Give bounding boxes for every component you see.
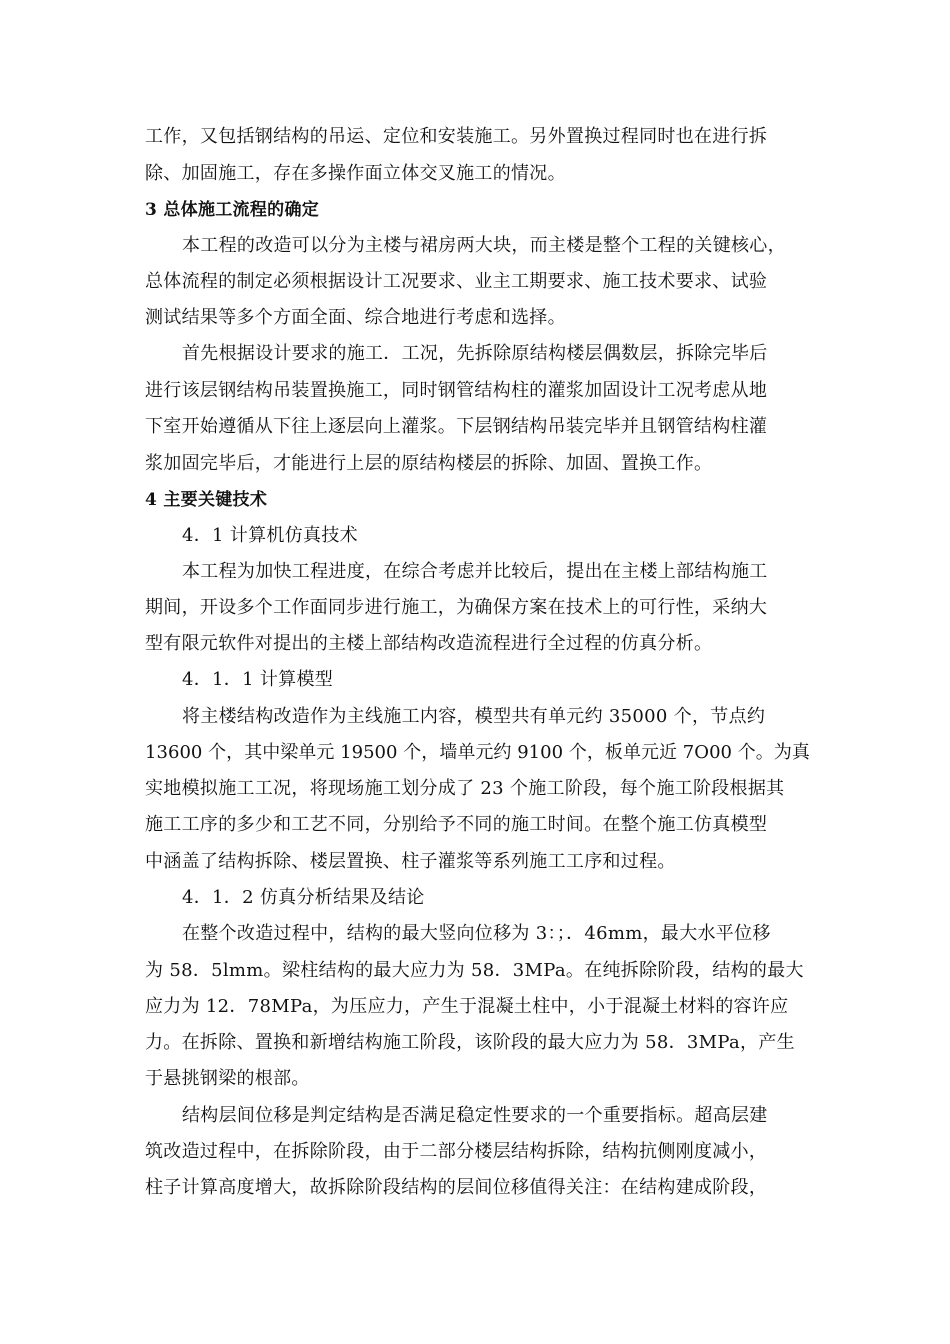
subsection-heading-4-1: 4．1 计算机仿真技术 xyxy=(182,525,358,546)
paragraph-line: 于悬挑钢梁的根部。 xyxy=(145,1068,310,1089)
paragraph-line: 进行该层钢结构吊装置换施工，同时钢管结构柱的灌浆加固设计工况考虑从地 xyxy=(145,380,768,401)
paragraph-line: 结构层间位移是判定结构是否满足稳定性要求的一个重要指标。超高层建 xyxy=(182,1105,768,1126)
paragraph-line: 在整个改造过程中，结构的最大竖向位移为 3：；．46mm，最大水平位移 xyxy=(182,923,771,944)
paragraph-line: 型有限元软件对提出的主楼上部结构改造流程进行全过程的仿真分析。 xyxy=(145,633,713,654)
paragraph-line: 下室开始遵循从下往上逐层向上灌浆。下层钢结构吊装完毕并且钢管结构柱灌 xyxy=(145,416,768,437)
subsection-heading-4-1-1: 4．1．1 计算模型 xyxy=(182,669,334,690)
paragraph-line: 力。在拆除、置换和新增结构施工阶段，该阶段的最大应力为 58．3MPa，产生 xyxy=(145,1032,795,1053)
paragraph-line: 为 58．5lmm。梁柱结构的最大应力为 58．3MPa。在纯拆除阶段，结构的最大 xyxy=(145,960,804,981)
paragraph-line: 工作，又包括钢结构的吊运、定位和安装施工。另外置换过程同时也在进行拆 xyxy=(145,126,768,147)
paragraph-line: 首先根据设计要求的施工．工况，先拆除原结构楼层偶数层，拆除完毕后 xyxy=(182,343,768,364)
paragraph-line: 测试结果等多个方面全面、综合地进行考虑和选择。 xyxy=(145,307,566,328)
paragraph-line: 中涵盖了结构拆除、楼层置换、柱子灌浆等系列施工工序和过程。 xyxy=(145,851,676,872)
paragraph-line: 本工程的改造可以分为主楼与裙房两大块，而主楼是整个工程的关键核心， xyxy=(182,235,786,256)
paragraph-line: 实地模拟施工工况，将现场施工划分成了 23 个施工阶段，每个施工阶段根据其 xyxy=(145,778,785,799)
paragraph-line: 浆加固完毕后，才能进行上层的原结构楼层的拆除、加固、置换工作。 xyxy=(145,453,713,474)
paragraph-line: 除、加固施工，存在多操作面立体交叉施工的情况。 xyxy=(145,163,566,184)
paragraph-line: 总体流程的制定必须根据设计工况要求、业主工期要求、施工技术要求、试验 xyxy=(145,271,768,292)
paragraph-line: 本工程为加快工程进度，在综合考虑并比较后，提出在主楼上部结构施工 xyxy=(182,561,768,582)
subsection-heading-4-1-2: 4．1．2 仿真分析结果及结论 xyxy=(182,887,425,908)
paragraph-line: 施工工序的多少和工艺不同，分别给予不同的施工时间。在整个施工仿真模型 xyxy=(145,814,768,835)
paragraph-line: 期间，开设多个工作面同步进行施工，为确保方案在技术上的可行性，采纳大 xyxy=(145,597,768,618)
paragraph-line: 筑改造过程中，在拆除阶段，由于二部分楼层结构拆除，结构抗侧刚度减小， xyxy=(145,1141,768,1162)
section-heading-4: 4 主要关键技术 xyxy=(145,490,268,510)
paragraph-line: 13600 个，其中梁单元 19500 个，墙单元约 9100 个，板单元近 7O00 个。为真 xyxy=(145,742,810,763)
paragraph-line: 将主楼结构改造作为主线施工内容，模型共有单元约 35000 个，节点约 xyxy=(182,706,766,727)
paragraph-line: 应力为 12．78MPa，为压应力，产生于混凝土柱中，小于混凝土材料的容许应 xyxy=(145,996,789,1017)
section-heading-3: 3 总体施工流程的确定 xyxy=(145,200,320,220)
paragraph-line: 柱子计算高度增大，故拆除阶段结构的层间位移值得关注：在结构建成阶段， xyxy=(145,1177,768,1198)
